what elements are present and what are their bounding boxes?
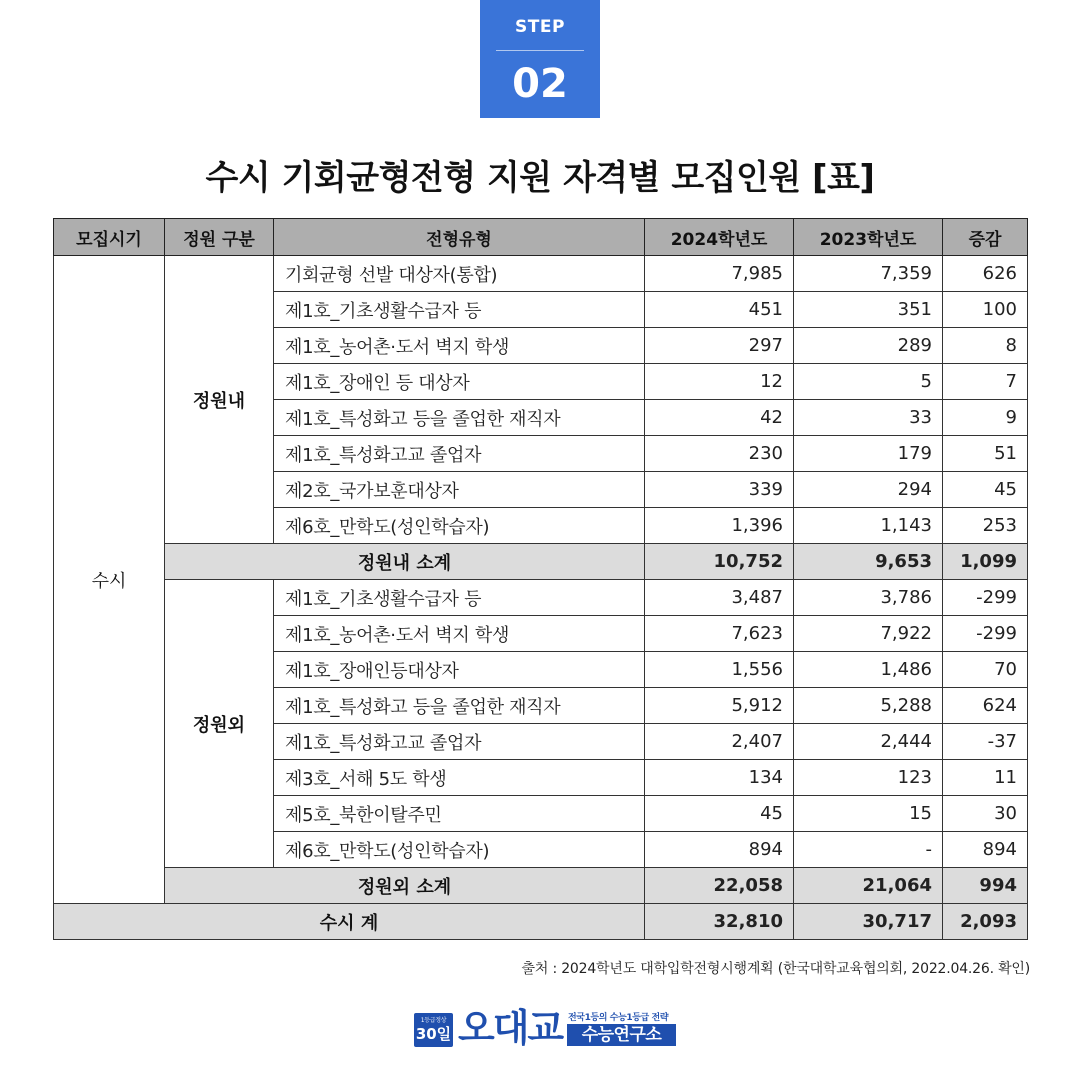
header-row <box>54 219 1028 256</box>
change-cell: -37 <box>943 724 1028 760</box>
value-2024-cell: 45 <box>645 796 794 832</box>
value-2023-cell: 179 <box>794 436 943 472</box>
value-2024-cell: 3,487 <box>645 580 794 616</box>
quota-group-cell: 정원외 <box>165 580 274 868</box>
value-2023-cell: 123 <box>794 760 943 796</box>
change-cell: 30 <box>943 796 1028 832</box>
value-2023-cell: 1,143 <box>794 508 943 544</box>
logo-badge-top: 1등급정상 <box>420 1017 447 1024</box>
change-cell: 253 <box>943 508 1028 544</box>
admission-type-cell: 제3호_서해 5도 학생 <box>274 760 645 796</box>
admission-type-cell: 제1호_농어촌·도서 벽지 학생 <box>274 328 645 364</box>
table-header <box>54 219 1028 256</box>
subtotal-label: 정원내 소계 <box>165 544 645 580</box>
value-2024-cell: 2,407 <box>645 724 794 760</box>
recruitment-table <box>53 218 1028 940</box>
change-cell: 7 <box>943 364 1028 400</box>
value-2023-cell: 33 <box>794 400 943 436</box>
change-cell: 624 <box>943 688 1028 724</box>
logo-badge <box>414 1013 453 1047</box>
admission-type-cell: 제1호_특성화고 등을 졸업한 재직자 <box>274 400 645 436</box>
logo-tagline: 전국1등의 수능1등급 전략 <box>568 1013 669 1023</box>
subtotal-2023: 21,064 <box>794 868 943 904</box>
total-2024: 32,810 <box>645 904 794 940</box>
subtotal-label: 정원외 소계 <box>165 868 645 904</box>
admission-type-cell: 제1호_기초생활수급자 등 <box>274 580 645 616</box>
admission-type-cell: 제2호_국가보훈대상자 <box>274 472 645 508</box>
table-body <box>54 256 1028 940</box>
value-2024-cell: 451 <box>645 292 794 328</box>
brand-logo <box>414 1006 676 1050</box>
header-admission-type: 전형유형 <box>274 219 645 256</box>
subtotal-2024: 22,058 <box>645 868 794 904</box>
value-2024-cell: 7,623 <box>645 616 794 652</box>
quota-group-cell: 정원내 <box>165 256 274 544</box>
value-2024-cell: 7,985 <box>645 256 794 292</box>
change-cell: 9 <box>943 400 1028 436</box>
header-change: 증감 <box>943 219 1028 256</box>
change-cell: 45 <box>943 472 1028 508</box>
total-row <box>54 904 1028 940</box>
value-2023-cell: 294 <box>794 472 943 508</box>
admission-type-cell: 제1호_장애인등대상자 <box>274 652 645 688</box>
step-number: 02 <box>512 61 568 107</box>
value-2023-cell: 289 <box>794 328 943 364</box>
step-divider <box>496 50 584 51</box>
change-cell: -299 <box>943 616 1028 652</box>
value-2024-cell: 339 <box>645 472 794 508</box>
source-note: 출처 : 2024학년도 대학입학전형시행계획 (한국대학교육협의회, 2022.04.26. 확인) <box>521 961 1030 977</box>
value-2023-cell: 15 <box>794 796 943 832</box>
change-cell: 100 <box>943 292 1028 328</box>
value-2024-cell: 894 <box>645 832 794 868</box>
step-badge <box>480 0 600 118</box>
admission-type-cell: 제1호_특성화고교 졸업자 <box>274 724 645 760</box>
subtotal-change: 1,099 <box>943 544 1028 580</box>
table-row <box>54 256 1028 292</box>
value-2024-cell: 42 <box>645 400 794 436</box>
subtotal-change: 994 <box>943 868 1028 904</box>
subtotal-2023: 9,653 <box>794 544 943 580</box>
value-2023-cell: 7,359 <box>794 256 943 292</box>
admission-type-cell: 제1호_장애인 등 대상자 <box>274 364 645 400</box>
change-cell: 8 <box>943 328 1028 364</box>
logo-lab-name: 수능연구소 <box>567 1024 676 1046</box>
total-2023: 30,717 <box>794 904 943 940</box>
logo-badge-main: 30일 <box>415 1025 452 1043</box>
page-title: 수시 기회균형전형 지원 자격별 모집인원 [표] <box>205 158 875 198</box>
value-2024-cell: 12 <box>645 364 794 400</box>
value-2024-cell: 134 <box>645 760 794 796</box>
value-2023-cell: 5 <box>794 364 943 400</box>
change-cell: 626 <box>943 256 1028 292</box>
table-row <box>54 580 1028 616</box>
change-cell: 11 <box>943 760 1028 796</box>
admission-type-cell: 제5호_북한이탈주민 <box>274 796 645 832</box>
value-2023-cell: 351 <box>794 292 943 328</box>
step-label: STEP <box>515 17 565 37</box>
total-change: 2,093 <box>943 904 1028 940</box>
header-quota-group: 정원 구분 <box>165 219 274 256</box>
change-cell: 894 <box>943 832 1028 868</box>
value-2023-cell: - <box>794 832 943 868</box>
admission-type-cell: 제6호_만학도(성인학습자) <box>274 508 645 544</box>
value-2024-cell: 230 <box>645 436 794 472</box>
admission-type-cell: 제1호_농어촌·도서 벽지 학생 <box>274 616 645 652</box>
value-2024-cell: 5,912 <box>645 688 794 724</box>
change-cell: 51 <box>943 436 1028 472</box>
value-2024-cell: 297 <box>645 328 794 364</box>
value-2023-cell: 1,486 <box>794 652 943 688</box>
admission-type-cell: 제1호_특성화고 등을 졸업한 재직자 <box>274 688 645 724</box>
value-2024-cell: 1,556 <box>645 652 794 688</box>
change-cell: 70 <box>943 652 1028 688</box>
period-cell: 수시 <box>54 256 165 904</box>
value-2023-cell: 2,444 <box>794 724 943 760</box>
header-year-2024: 2024학년도 <box>645 219 794 256</box>
subtotal-row <box>54 868 1028 904</box>
header-year-2023: 2023학년도 <box>794 219 943 256</box>
logo-brand-name: 오대교 <box>458 1006 563 1050</box>
change-cell: -299 <box>943 580 1028 616</box>
admission-type-cell: 제1호_특성화고교 졸업자 <box>274 436 645 472</box>
admission-type-cell: 제1호_기초생활수급자 등 <box>274 292 645 328</box>
value-2023-cell: 5,288 <box>794 688 943 724</box>
admission-type-cell: 기회균형 선발 대상자(통합) <box>274 256 645 292</box>
value-2024-cell: 1,396 <box>645 508 794 544</box>
subtotal-row <box>54 544 1028 580</box>
value-2023-cell: 3,786 <box>794 580 943 616</box>
admission-type-cell: 제6호_만학도(성인학습자) <box>274 832 645 868</box>
header-period: 모집시기 <box>54 219 165 256</box>
subtotal-2024: 10,752 <box>645 544 794 580</box>
total-label: 수시 계 <box>54 904 645 940</box>
value-2023-cell: 7,922 <box>794 616 943 652</box>
